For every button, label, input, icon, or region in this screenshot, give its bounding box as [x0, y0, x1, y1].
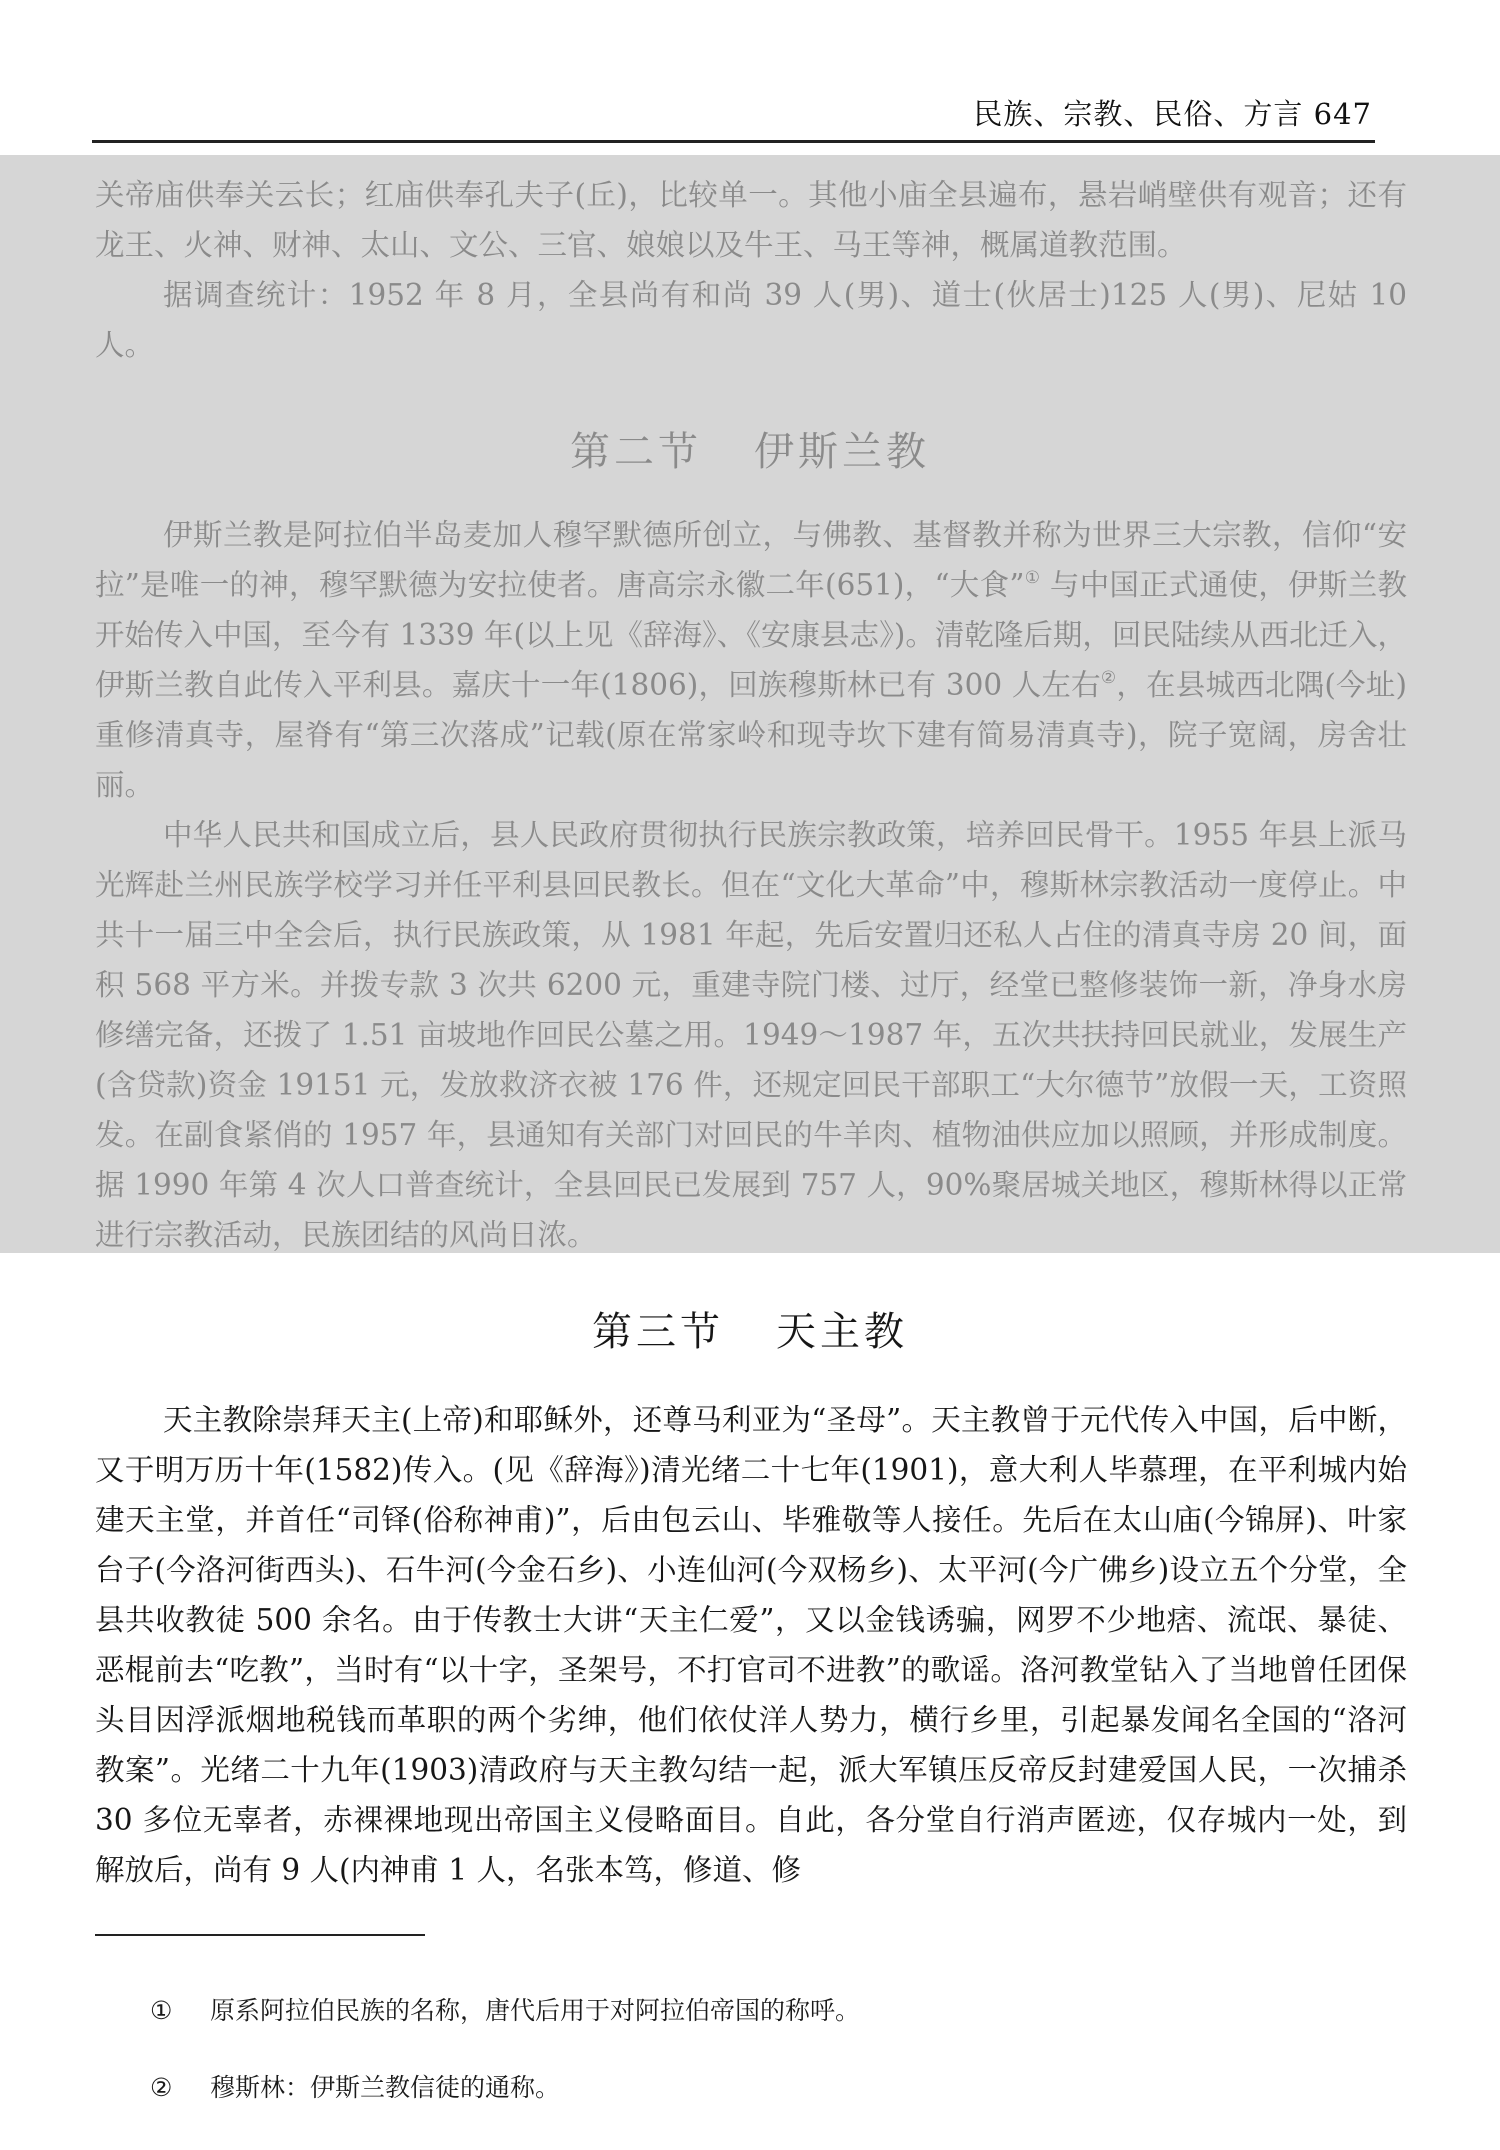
footnote-mark: ① [150, 1996, 173, 2025]
section-number: 第三节 [592, 1309, 724, 1355]
paragraph-catholic-history: 天主教除崇拜天主(上帝)和耶稣外，还尊马利亚为“圣母”。天主教曾于元代传入中国，后中断，又于明万历十年(1582)传入。(见《辞海》)清光绪二十七年(1901)，意大利人毕慕理，在平利城内始建天主堂，并首任“司铎(俗称神甫)”，后由包云山、毕雅敬等人接任。先后在太山庙(今锦屏)、叶家台子(今洛河街西头)、石牛河(今金石乡)、小连仙河(今双杨乡)、太平河(今广佛乡)设立五个分堂，全县共收教徒 500 余名。由于传教士大讲“天主仁爱”，又以金钱诱骗，网罗不少地痞、流氓、暴徒、恶棍前去“吃教”，当时有“以十字，圣架号，不打官司不进教”的歌谣。洛河教堂钻入了当地曾任团保头目因浮派烟地税钱而革职的两个劣绅，他们依仗洋人势力，横行乡里，引起暴发闻名全国的“洛河教案”。光绪二十九年(1903)清政府与天主教勾结一起，派大军镇压反帝反封建爱国人民，一次捕杀 30 多位无辜者，赤裸裸地现出帝国主义侵略面目。自此，各分堂自行消声匿迹，仅存城内一处，到解放后，尚有 9 人(内神甫 1 人，名张本笃，修道、修 [95, 1403, 1407, 1887]
section-title-catholic [0, 1300, 1500, 1357]
header-title: 民族、宗教、民俗、方言 647 [973, 97, 1372, 131]
paragraph-statistics: 据调查统计：1952 年 8 月，全县尚有和尚 39 人(男)、道士(伙居士)125 人(男)、尼姑 10 人。 [95, 278, 1407, 362]
paragraph-islam-history: 伊斯兰教是阿拉伯半岛麦加人穆罕默德所创立，与佛教、基督教并称为世界三大宗教，信仰“安拉”是唯一的神，穆罕默德为安拉使者。唐高宗永徽二年(651)，“大食”① 与中国正式通使，伊斯兰教开始传入中国，至今有 1339 年(以上见《辞海》、《安康县志》)。清乾隆后期，回民陆续从西北迁入，伊斯兰教自此传入平利县。嘉庆十一年(1806)，回族穆斯林已有 300 人左右②，在县城西北隅(今址)重修清真寺，屋脊有“第三次落成”记载(原在常家岭和现寺坎下建有简易清真寺)，院子宽阔，房舍壮丽。 [95, 518, 1407, 802]
section-name: 伊斯兰教 [754, 429, 930, 475]
footnote-mark: ② [150, 2073, 173, 2102]
footnote-rule [95, 1934, 425, 1936]
section-title-islam [0, 420, 1500, 477]
footnote-2 [150, 2071, 560, 2105]
section-number: 第二节 [570, 429, 702, 475]
footnote-text: 穆斯林：伊斯兰教信徒的通称。 [210, 2073, 561, 2102]
footnote-1 [150, 1994, 860, 2028]
section-name: 天主教 [776, 1309, 908, 1355]
footnote-text: 原系阿拉伯民族的名称，唐代后用于对阿拉伯帝国的称呼。 [210, 1996, 861, 2025]
running-header [92, 88, 1372, 138]
paragraph-islam-prc: 中华人民共和国成立后，县人民政府贯彻执行民族宗教政策，培养回民骨干。1955 年县上派马光辉赴兰州民族学校学习并任平利县回民教长。但在“文化大革命”中，穆斯林宗教活动一度停止。中共十一届三中全会后，执行民族政策，从 1981 年起，先后安置归还私人占住的清真寺房 20 间，面积 568 平方米。并拨专款 3 次共 6200 元，重建寺院门楼、过厅，经堂已整修装饰一新，净身水房修缮完备，还拨了 1.51 亩坡地作回民公墓之用。1949～1987 年，五次共扶持回民就业，发展生产(含贷款)资金 19151 元，发放救济衣被 176 件，还规定回民干部职工“大尔德节”放假一天，工资照发。在副食紧俏的 1957 年，县通知有关部门对回民的牛羊肉、植物油供应加以照顾，并形成制度。据 1990 年第 4 次人口普查统计，全县回民已发展到 757 人，90%聚居城关地区，穆斯林得以正常进行宗教活动，民族团结的风尚日浓。 [95, 818, 1407, 1252]
paragraph-temples: 关帝庙供奉关云长；红庙供奉孔夫子(丘)，比较单一。其他小庙全县遍布，悬岩峭壁供有观音；还有龙王、火神、财神、太山、文公、三官、娘娘以及牛王、马王等神，概属道教范围。 [95, 178, 1407, 262]
footnote-ref-2[interactable]: ② [1100, 668, 1117, 688]
header-rule [92, 140, 1375, 143]
footnote-ref-1[interactable]: ① [1024, 568, 1041, 588]
